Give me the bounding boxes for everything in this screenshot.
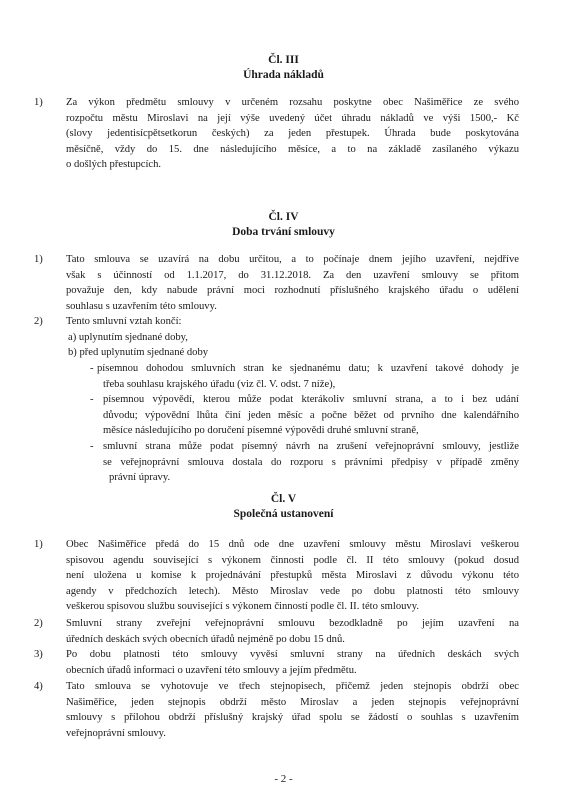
- item-number: 4): [34, 681, 43, 692]
- paragraph-line: Našiměřice, jeden stejnopis obdrží město Miroslav a jeden stejnopis veřejnoprávní: [66, 696, 519, 708]
- bullet-line: měsíce následujícího po doručení písemné výpovědi druhé smluvní straně,: [103, 425, 419, 437]
- paragraph-line: b) před uplynutím sjednané doby: [68, 347, 209, 359]
- paragraph-line: smlouvy s přílohou obdrží příslušný krajský úřad spolu se žádostí o souhlas s uzavřením: [66, 712, 519, 724]
- bullet-line: písemnou výpovědí, kterou může podat kterákoliv smluvní strana, a to i bez udání: [103, 394, 519, 405]
- item-number: 2): [34, 618, 43, 629]
- bullet-line: smluvní strana může podat písemný návrh na zrušení veřejnoprávní smlouvy, jestliže: [103, 441, 519, 452]
- paragraph-line: Tato smlouva se uzavírá na dobu určitou, a to počínaje dnem jejího uzavření, nejdříve: [66, 254, 519, 265]
- article-subheading: Společná ustanovení: [233, 508, 334, 520]
- paragraph: [66, 679, 519, 741]
- article-heading: Čl. III: [268, 54, 299, 66]
- item-number: 3): [34, 649, 43, 660]
- bullet-dash: -: [90, 441, 94, 452]
- article-subheading: Úhrada nákladů: [243, 69, 324, 81]
- paragraph-line: Tato smlouva se vyhotovuje ve třech stejnopisech, přičemž jeden stejnopis obdrží obec: [66, 681, 519, 692]
- paragraph-line: měsíčně, vždy do 15. dne následujícího měsíce, a to na základě zasílaného výkazu: [66, 143, 519, 155]
- paragraph: [66, 647, 519, 678]
- item-number: 2): [34, 316, 43, 327]
- paragraph-line: souhlasu s uzavřením této smlouvy.: [66, 300, 217, 312]
- paragraph-line: agendy v předchozích letech). Město Miroslav vede po dobu platnosti této smlouvy: [66, 585, 519, 597]
- article-heading: Čl. IV: [268, 211, 299, 223]
- paragraph: [66, 95, 519, 173]
- paragraph-line: považuje den, kdy nabude právní moci rozhodnutí příslušného krajského úřadu o udělení: [66, 285, 519, 297]
- paragraph-line: Po dobu platnosti této smlouvy vyvěsí smluvní strany na úředních deskách svých: [66, 649, 519, 660]
- page-number: - 2 -: [274, 773, 293, 785]
- item-number: 1): [34, 97, 43, 108]
- bullet-line: důvodu; výpovědní lhůta činí jeden měsíc a počne běžet od prvního dne kalendářního: [103, 409, 519, 421]
- paragraph: [66, 537, 519, 615]
- paragraph-line: Tento smluvní vztah končí:: [66, 316, 182, 327]
- paragraph: [66, 314, 519, 361]
- paragraph-line: spisovou agendu související s výkonem činnosti podle čl. II této smlouvy (pokud dosud: [66, 554, 519, 566]
- paragraph-line: Obec Našiměřice předá do 15 dnů ode dne uzavření smlouvy městu Miroslavi veškerou: [66, 539, 519, 550]
- paragraph: [66, 252, 519, 314]
- paragraph-line: není uložena u komise k projednávání přestupků města Miroslavi z důvodu výkonu této: [66, 570, 519, 582]
- bullet-dash: -: [90, 363, 94, 374]
- paragraph-line: obecních úřadů informaci o uzavření této smlouvy a jejím předmětu.: [66, 664, 357, 676]
- paragraph-line: rozpočtu městu Miroslavi na její výše uvedený účet úhradu nákladů ve výši 1500,- Kč: [66, 112, 519, 124]
- bullet-line: právní úpravy.: [109, 472, 171, 484]
- bullet-item: [97, 361, 519, 392]
- paragraph-line: Smluvní strany zveřejní veřejnoprávní smlouvu bezodkladně po jejím uzavření na: [66, 618, 519, 629]
- bullet-dash: -: [90, 394, 94, 405]
- bullet-line: třeba souhlasu krajského úřadu (viz čl. V. odst. 7 níže),: [103, 378, 336, 390]
- bullet-line: se veřejnoprávní smlouva dostala do rozporu s právními předpisy v případě změny: [103, 456, 519, 468]
- paragraph-line: veškerou spisovou službu související s výkonem činností podle čl. II. této smlouvy.: [66, 601, 419, 613]
- paragraph: [66, 616, 519, 647]
- bullet-line: písemnou dohodou smluvních stran ke sjednanému datu; k uzavření takové dohody je: [97, 363, 519, 374]
- article-heading: Čl. V: [270, 493, 297, 505]
- paragraph-line: úředních deskách svých obecních úřadů nejméně po dobu 15 dnů.: [66, 633, 345, 645]
- paragraph-line: (slovy jedentisícpětsetkorun českých) za jeden přestupek. Úhrada bude poskytována: [66, 128, 519, 140]
- paragraph-line: o došlých přestupcích.: [66, 159, 162, 171]
- item-number: 1): [34, 539, 43, 550]
- bullet-item: [103, 439, 519, 486]
- bullet-item: [103, 392, 519, 439]
- item-number: 1): [34, 254, 43, 265]
- article-subheading: Doba trvání smlouvy: [232, 226, 335, 238]
- paragraph-line: však s účinností od 1.1.2017, do 31.12.2018. Za den uzavření smlouvy se přitom: [66, 269, 519, 281]
- paragraph-line: Za výkon předmětu smlouvy v určeném rozsahu poskytne obec Našiměřice ze svého: [66, 97, 519, 108]
- paragraph-line: a) uplynutím sjednané doby,: [68, 331, 188, 343]
- paragraph-line: veřejnoprávní smlouvy.: [66, 727, 166, 739]
